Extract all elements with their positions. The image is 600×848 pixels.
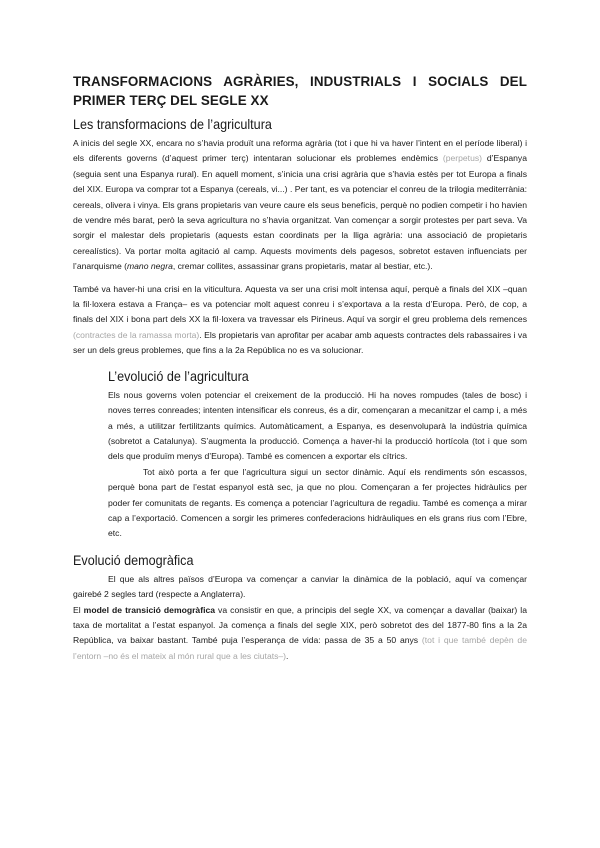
- text-run: A inicis del segle XX, encara no s’havia produït una reforma agrària (tot i que hi va haver l’intent en el període liberal) i els diferents governs (d’aquest primer terç) intentaran solucionar els problemes endèmics: [73, 138, 527, 164]
- gray-note: (contractes de la ramassa morta): [73, 329, 200, 340]
- section-heading-transformacions: Les transformacions de l’agricultura: [73, 116, 272, 132]
- gray-note: (perpetus): [442, 153, 483, 164]
- paragraph-sector-dinamic: Tot això porta a fer que l’agricultura sigui un sector dinàmic. Aquí els rendiments són escassos, perquè bona part de l’estat espanyol està sec, ja que no plou. Començaran a fer projectes hidràulics per poder fer comunitats de regants. Es comença a potenciar l’agricultura de regadiu. També es comença a mirar cap a l’exportació. Comencen a sorgir les primeres confederacions hidràuliques en els grans rius com l’Ebre, etc.: [108, 466, 527, 539]
- paragraph-viticultura: [73, 282, 527, 359]
- paragraph-creixement-produccio: Els nous governs volen potenciar el creixement de la producció. Hi ha noves rompudes (tales de bosc) i noves terres conreades; intenten intensificar els conreus, és a dir, començaran a mecanitzar el camp i, a més a més, a utilitzar fertilitzants químics. Automàticament, a Espanya, es desenvoluparà la indústria química (sobretot a Catalunya). S’augmenta la producció. Comença a haver-hi la producció hortícola (tot i que som dels que produïm menys d’Europa). També es comencen a exportar els cítrics.: [108, 389, 527, 462]
- paragraph-transicio-demografica: [73, 603, 527, 665]
- document-title: TRANSFORMACIONS AGRÀRIES, INDUSTRIALS I SOCIALS DEL PRIMER TERÇ DEL SEGLE XX: [73, 74, 527, 108]
- italic-term: mano negra: [126, 261, 173, 272]
- section-heading-evolucio-agricultura: L’evolució de l’agricultura: [108, 367, 249, 384]
- text-run: . Els propietaris van aprofitar per acabar amb aquests contractes dels rabassaires i va ser un dels greus problemes, que fins a la 2a República no es va solucionar.: [73, 329, 528, 356]
- paragraph-crisi-agraria: [73, 136, 527, 275]
- text-run: d’Espanya (seguia sent una Espanya rural). En aquell moment, s’inicia una crisi agrària que s’havia estès per tot Europa a finals del XIX. Europa va comprar tot a Espanya (cereals, vi...) . Per tant, es va potenciar el conreu de la trilogia mediterrània: cereals, olivera i vinya. Els grans propietaris van veure caure els seus beneficis, perquè no podien competir i ho havien de vendre més barat, però la seva agricultura no s’havia organitzat. Van començar a sorgir protestes per part seva. Va sorgir el malestar dels propietaris (aquests estan coordinats per la lliga agrària: una associació de propietaris cerealístics). Va portar molta agitació al camp. Aquests moviments dels pagesos, sobretot estaven influenciats per l’anarquisme (: [73, 153, 527, 272]
- gray-note: (tot i que també depèn de l’entorn –no és el mateix al món rural que a les ciutats–): [73, 635, 527, 661]
- text-run: va consistir en que, a principis del segle XX, va començar a davallar (baixar) la taxa de mortalitat a l’estat espanyol. Ja comença a finals del segle XIX, però sobretot des del 1877-80 fins a la 2a República, va baixar bastant. També puja l’esperança de vida: passa de 35 a 50 anys: [73, 604, 527, 646]
- bold-term: model de transició demogràfica: [83, 604, 216, 615]
- text-run: .: [286, 650, 289, 661]
- section-heading-evolucio-demografica: Evolució demogràfica: [73, 551, 194, 568]
- document-page: [73, 72, 527, 664]
- paragraph-dinamica-poblacio: El que als altres països d’Europa va començar a canviar la dinàmica de la població, aquí va començar gairebé 2 segles tard (respecte a Anglaterra).: [73, 573, 527, 600]
- text-run: També va haver-hi una crisi en la viticultura. Aquesta va ser una crisi molt intensa aquí, perquè a finals del XIX –quan la fil·loxera estava a França– es va potenciar molt aquest conreu i s’exportava a la resta d’Europa. Però, de cop, a finals del XIX i bona part dels XX la fil·loxera va travessar els Pirineus. Aquí va sorgir el greu problema dels remences: [73, 283, 527, 325]
- text-run: El: [73, 604, 84, 615]
- text-run: , cremar collites, assassinar grans propietaris, matar al bestiar, etc.).: [172, 261, 433, 272]
